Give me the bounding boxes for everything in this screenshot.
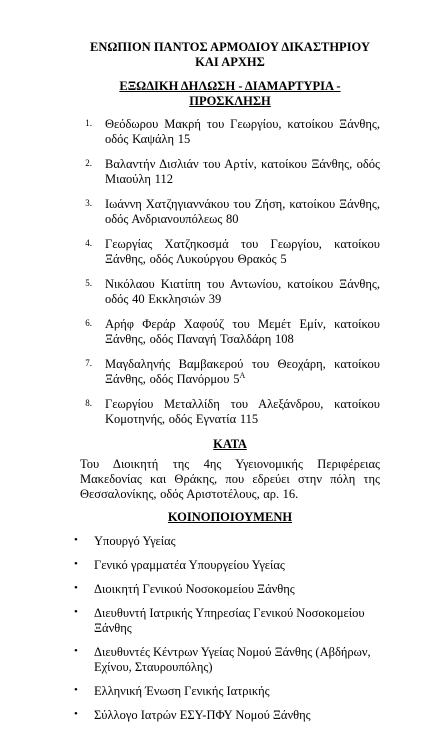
party-item bbox=[80, 277, 380, 307]
party-number: 7. bbox=[85, 358, 92, 368]
kata-heading bbox=[80, 437, 380, 452]
bullet-icon: • bbox=[74, 582, 78, 594]
party-number: 2. bbox=[85, 158, 92, 168]
party-number: 4. bbox=[85, 238, 92, 248]
bullet-icon: • bbox=[74, 708, 78, 720]
notify-item bbox=[74, 534, 380, 549]
address-superscript: Α bbox=[239, 370, 246, 380]
notify-item-text: Διευθυντές Κέντρων Υγείας Νομού Ξάνθης (Αβδήρων, Εχίνου, Σταυρουπόλης) bbox=[94, 645, 371, 674]
bullet-icon: • bbox=[74, 534, 78, 546]
kata-text: Του Διοικητή της 4ης Υγειονομικής Περιφέρειας Μακεδονίας και Θράκης, που εδρεύει στην πόλη της Θεσσαλονίκης, οδός Αριστοτέλους, αρ. 16. bbox=[80, 457, 380, 501]
notify-heading-text: ΚΟΙΝΟΠΟΙΟΥΜΕΝΗ bbox=[167, 510, 293, 524]
party-number: 8. bbox=[85, 398, 92, 408]
notify-item bbox=[74, 582, 380, 597]
party-item bbox=[80, 237, 380, 267]
party-text: Αρήφ Φεράρ Χαφούζ του Μεμέτ Εμίν, κατοίκου Ξάνθης, οδός Παναγή Τσαλδάρη 108 bbox=[105, 317, 380, 346]
party-item bbox=[80, 357, 380, 387]
bullet-icon: • bbox=[74, 684, 78, 696]
party-text: Γεωργίου Μεταλλίδη του Αλεξάνδρου, κατοίκου Κομοτηνής, οδός Εγνατία 115 bbox=[105, 397, 380, 426]
bullet-icon: • bbox=[74, 606, 78, 618]
notify-item-text: Ελληνική Ένωση Γενικής Ιατρικής bbox=[94, 684, 270, 698]
document-subject-title bbox=[80, 79, 380, 109]
kata-heading-text: ΚΑΤΑ bbox=[213, 437, 247, 451]
notify-item-text: Διοικητή Γενικού Νοσοκομείου Ξάνθης bbox=[94, 582, 295, 596]
party-text: Ιωάννη Χατζηγιαννάκου του Ζήση, κατοίκου Ξάνθης, οδός Ανδριανουπόλεως 80 bbox=[105, 197, 380, 226]
notify-item-text: Διευθυντή Ιατρικής Υπηρεσίας Γενικού Νοσοκομείου Ξάνθης bbox=[94, 606, 365, 635]
party-item bbox=[80, 317, 380, 347]
party-item bbox=[80, 197, 380, 227]
party-number: 3. bbox=[85, 198, 92, 208]
notify-item-text: Σύλλογο Ιατρών ΕΣΥ-ΠΦΥ Νομού Ξάνθης bbox=[94, 708, 311, 722]
party-text: Θεόδωρου Μακρή του Γεωργίου, κατοίκου Ξάνθης, οδός Καψάλη 15 bbox=[105, 117, 380, 146]
notify-heading bbox=[80, 510, 380, 525]
notify-item-text: Υπουργό Υγείας bbox=[94, 534, 176, 548]
party-number: 5. bbox=[85, 278, 92, 288]
party-item bbox=[80, 157, 380, 187]
party-number: 6. bbox=[85, 318, 92, 328]
notify-item bbox=[74, 684, 380, 699]
bullet-icon: • bbox=[74, 645, 78, 657]
party-item bbox=[80, 117, 380, 147]
party-text: Βαλαντήν Δισλιάν του Αρτίν, κατοίκου Ξάνθης, οδός Μιαούλη 112 bbox=[105, 157, 380, 186]
party-text: Μαγδαληνής Βαμβακερού του Θεοχάρη, κατοίκου Ξάνθης, οδός Πανόρμου 5 bbox=[105, 357, 380, 386]
notify-item-text: Γενικό γραμματέα Υπουργείου Υγείας bbox=[94, 558, 285, 572]
notify-item bbox=[74, 606, 380, 636]
notify-item bbox=[74, 558, 380, 573]
court-title: ΕΝΩΠΙΟΝ ΠΑΝΤΟΣ ΑΡΜΟΔΙΟΥ ΔΙΚΑΣΤΗΡΙΟΥ ΚΑΙ ΑΡΧΗΣ bbox=[90, 40, 370, 69]
party-text: Νικόλαου Κιατίπη του Αντωνίου, κατοίκου Ξάνθης, οδός 40 Εκκλησιών 39 bbox=[105, 277, 380, 306]
party-item bbox=[80, 397, 380, 427]
party-number: 1. bbox=[85, 118, 92, 128]
notify-item bbox=[74, 645, 380, 675]
parties-list bbox=[80, 117, 380, 427]
bullet-icon: • bbox=[74, 558, 78, 570]
party-text: Γεωργίας Χατζηκοσμά του Γεωργίου, κατοίκου Ξάνθης, οδός Λυκούργου Θρακός 5 bbox=[105, 237, 380, 266]
document-subject-title-text: ΕΞΩΔΙΚΗ ΔΗΛΩΣΗ - ΔΙΑΜΑΡΤΥΡΙΑ - ΠΡΟΣΚΛΗΣΗ bbox=[119, 79, 341, 108]
document-page bbox=[74, 40, 380, 732]
notify-item bbox=[74, 708, 380, 723]
notify-list bbox=[74, 534, 380, 723]
